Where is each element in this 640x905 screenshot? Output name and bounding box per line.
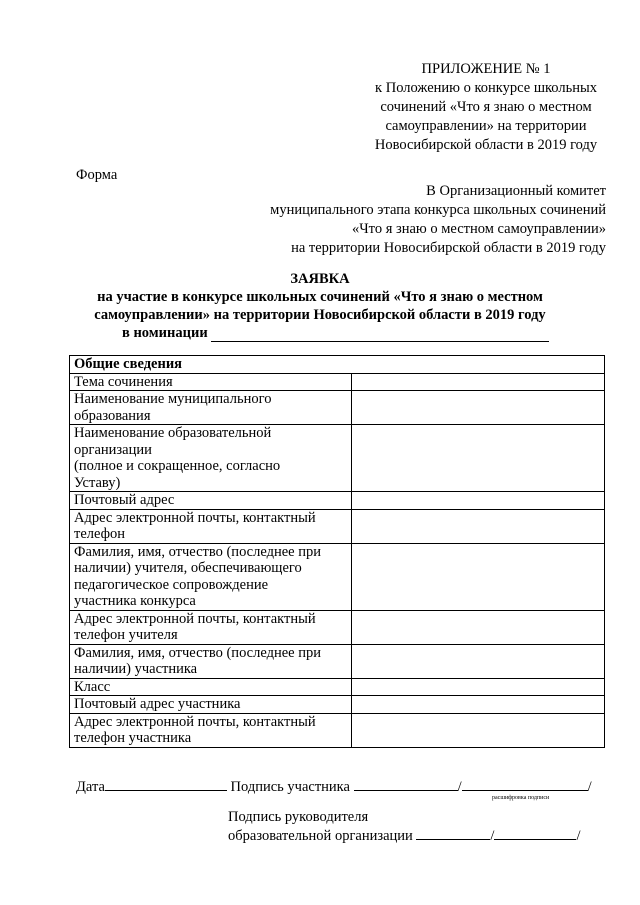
row-value-field[interactable]	[352, 696, 605, 714]
nomination-line	[70, 324, 570, 342]
appendix-title: ПРИЛОЖЕНИЕ № 1	[421, 61, 551, 77]
application-title	[70, 270, 570, 342]
row-label: Класс	[70, 678, 352, 696]
title-line: самоуправлении» на территории Новосибирской области в 2019 году	[94, 307, 546, 323]
table-row	[70, 492, 605, 510]
table-row	[70, 391, 605, 425]
table-row	[70, 373, 605, 391]
table-row	[70, 509, 605, 543]
appendix-line: самоуправлении» на территории	[385, 118, 587, 134]
row-label: Фамилия, имя, отчество (последнее при наличии) учителя, обеспечивающего педагогическое сопровождение участника конкурса	[70, 543, 352, 610]
addressee-line: муниципального этапа конкурса школьных сочинений	[270, 202, 606, 218]
table-row	[70, 644, 605, 678]
row-value-field[interactable]	[352, 373, 605, 391]
row-label: Наименование образовательной организации (полное и сокращенное, согласно Уставу)	[70, 425, 352, 492]
row-label: Фамилия, имя, отчество (последнее при наличии) участника	[70, 644, 352, 678]
row-label: Наименование муниципального образования	[70, 391, 352, 425]
nomination-field[interactable]	[211, 327, 549, 342]
row-value-field[interactable]	[352, 425, 605, 492]
row-label: Адрес электронной почты, контактный телефон учителя	[70, 610, 352, 644]
date-label: Дата	[76, 779, 105, 795]
table-row	[70, 713, 605, 747]
participant-signature-label: Подпись участника	[230, 779, 350, 795]
addressee-line: на территории Новосибирской области в 2019 году	[291, 240, 606, 256]
addressee-line: «Что я знаю о местном самоуправлении»	[352, 221, 606, 237]
head-signature-line: образовательной организации / /	[228, 828, 581, 844]
addressee-block	[186, 182, 606, 258]
table-row	[70, 678, 605, 696]
table-header-row	[70, 356, 605, 374]
nomination-label: в номинации	[122, 325, 208, 341]
row-label: Почтовый адрес	[70, 492, 352, 510]
table-row	[70, 543, 605, 610]
row-value-field[interactable]	[352, 644, 605, 678]
table-header: Общие сведения	[70, 356, 605, 374]
head-name-field[interactable]	[494, 826, 576, 840]
participant-signature-field[interactable]	[354, 777, 458, 791]
row-label: Адрес электронной почты, контактный телефон	[70, 509, 352, 543]
appendix-line: Новосибирской области в 2019 году	[374, 137, 598, 153]
application-table	[69, 355, 605, 748]
row-value-field[interactable]	[352, 391, 605, 425]
row-value-field[interactable]	[352, 713, 605, 747]
form-label: Форма	[76, 167, 118, 183]
row-value-field[interactable]	[352, 543, 605, 610]
head-signature-label: образовательной организации	[228, 828, 413, 844]
appendix-block	[366, 60, 606, 155]
row-value-field[interactable]	[352, 492, 605, 510]
table-row	[70, 610, 605, 644]
row-value-field[interactable]	[352, 678, 605, 696]
appendix-line: к Положению о конкурсе школьных	[375, 80, 597, 96]
row-label: Почтовый адрес участника	[70, 696, 352, 714]
head-signature-field[interactable]	[416, 826, 490, 840]
addressee-line: В Организационный комитет	[426, 183, 606, 199]
table-row	[70, 425, 605, 492]
date-signature-line: Дата Подпись участника / /	[76, 779, 592, 795]
row-label: Тема сочинения	[70, 373, 352, 391]
table-row	[70, 696, 605, 714]
row-label: Адрес электронной почты, контактный телефон участника	[70, 713, 352, 747]
decode-hint: расшифровка подписи	[492, 795, 550, 801]
row-value-field[interactable]	[352, 610, 605, 644]
row-value-field[interactable]	[352, 509, 605, 543]
head-signature-label: Подпись руководителя	[228, 809, 369, 825]
title-line: на участие в конкурсе школьных сочинений «Что я знаю о местном	[97, 289, 543, 305]
participant-name-field[interactable]	[462, 777, 588, 791]
date-field[interactable]	[105, 777, 227, 791]
title-heading: ЗАЯВКА	[290, 271, 350, 287]
appendix-line: сочинений «Что я знаю о местном	[380, 99, 592, 115]
